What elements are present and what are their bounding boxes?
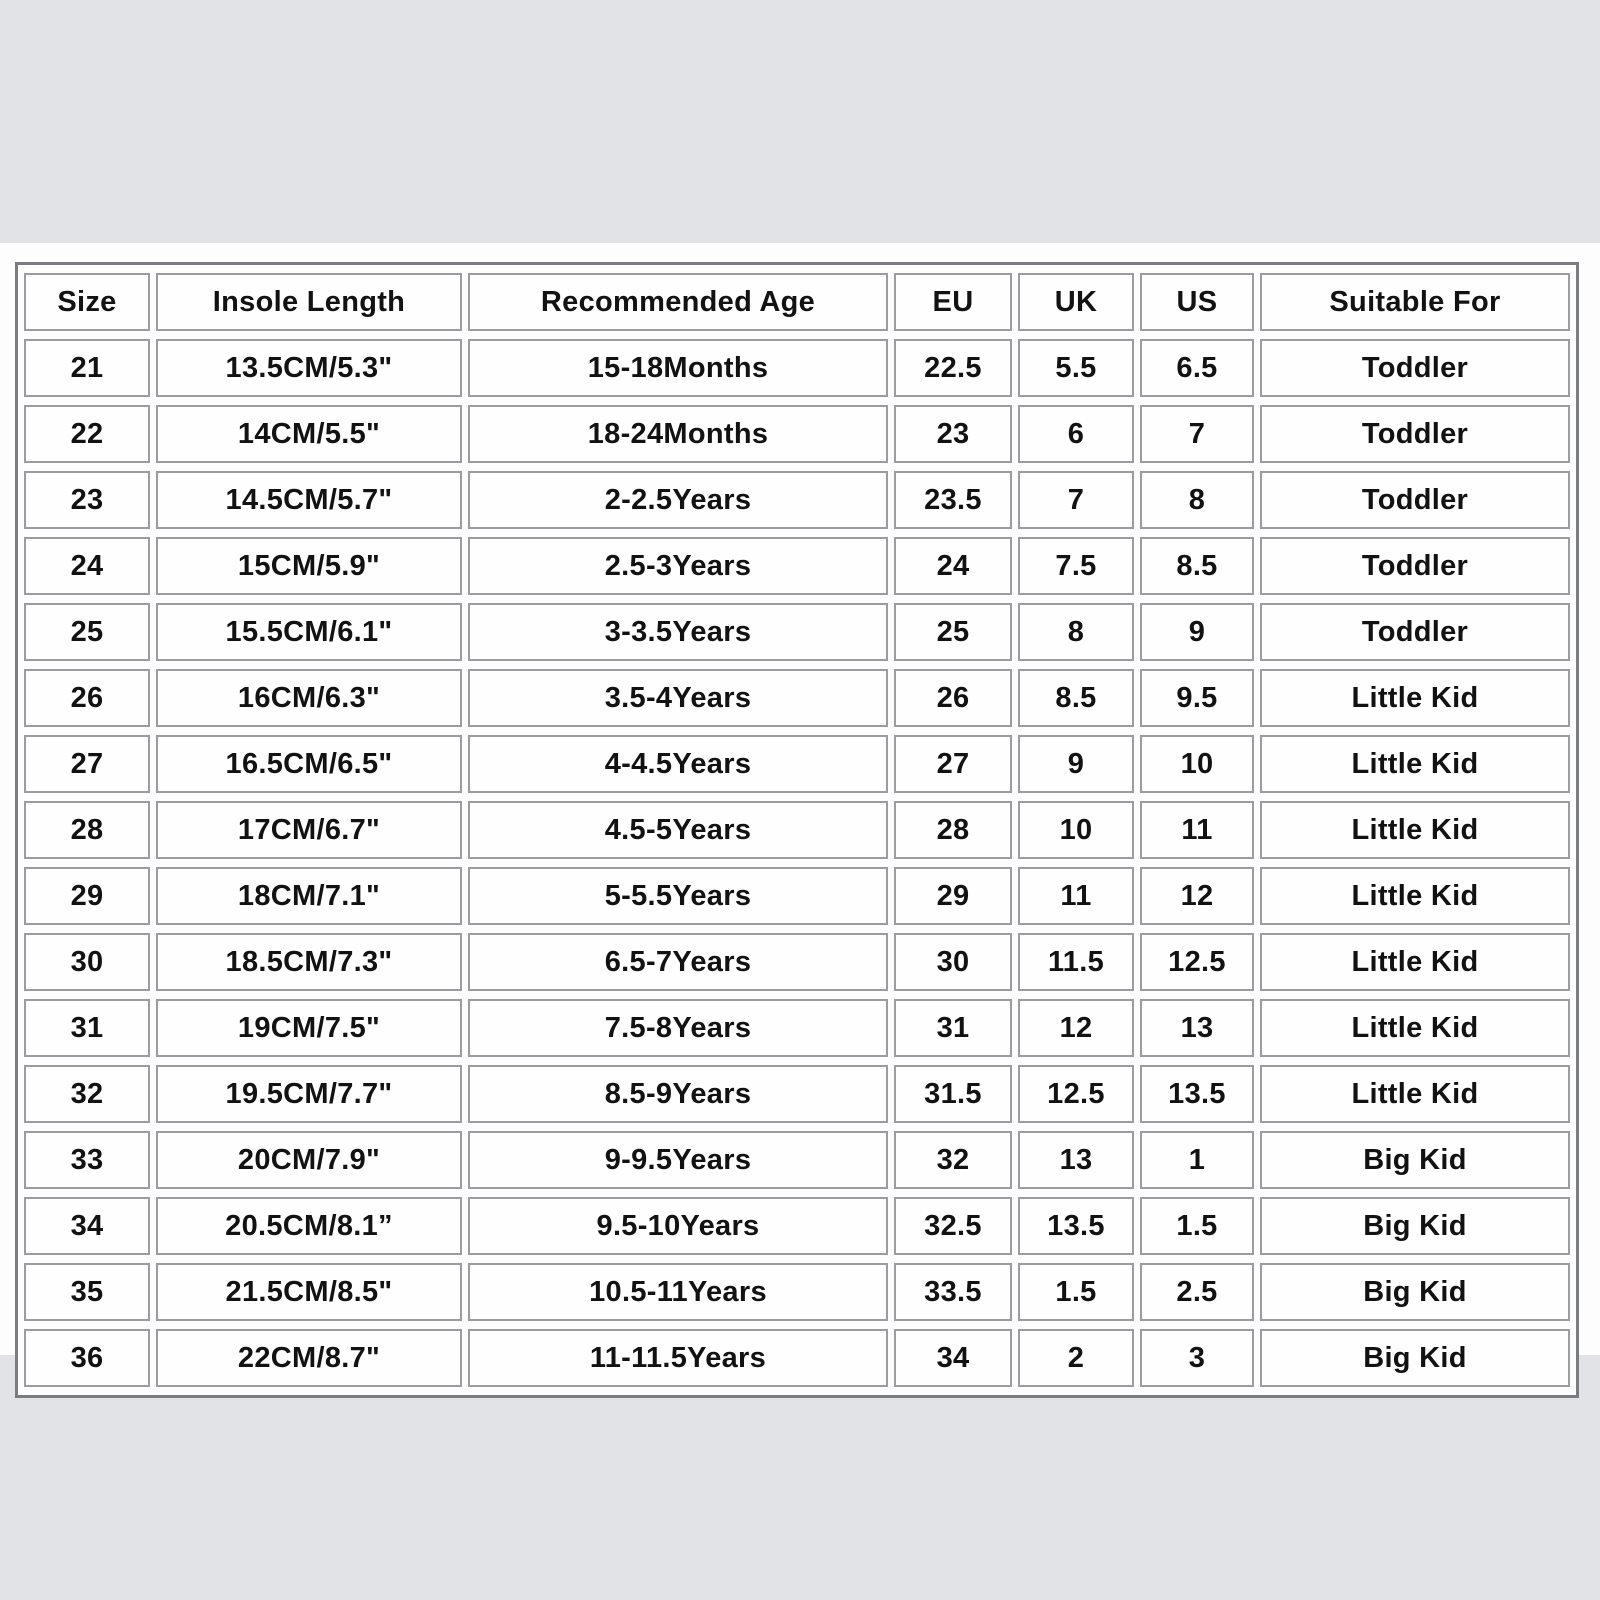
cell-insole-length: 18.5CM/7.3" [156, 933, 462, 991]
cell-insole-length: 22CM/8.7" [156, 1329, 462, 1387]
cell-uk: 7 [1018, 471, 1134, 529]
cell-suitable-for: Toddler [1260, 537, 1570, 595]
cell-uk: 5.5 [1018, 339, 1134, 397]
cell-size: 22 [24, 405, 150, 463]
cell-us: 12.5 [1140, 933, 1254, 991]
cell-eu: 28 [894, 801, 1012, 859]
cell-insole-length: 16CM/6.3" [156, 669, 462, 727]
cell-recommended-age: 6.5-7Years [468, 933, 888, 991]
cell-uk: 8.5 [1018, 669, 1134, 727]
cell-suitable-for: Toddler [1260, 405, 1570, 463]
cell-insole-length: 16.5CM/6.5" [156, 735, 462, 793]
cell-eu: 32.5 [894, 1197, 1012, 1255]
cell-us: 11 [1140, 801, 1254, 859]
cell-us: 1.5 [1140, 1197, 1254, 1255]
cell-uk: 8 [1018, 603, 1134, 661]
cell-size: 28 [24, 801, 150, 859]
size-chart-table [15, 262, 1579, 1398]
cell-uk: 13.5 [1018, 1197, 1134, 1255]
cell-recommended-age: 2-2.5Years [468, 471, 888, 529]
cell-uk: 2 [1018, 1329, 1134, 1387]
cell-eu: 31.5 [894, 1065, 1012, 1123]
cell-size: 31 [24, 999, 150, 1057]
cell-suitable-for: Little Kid [1260, 669, 1570, 727]
table-row [24, 669, 1570, 727]
cell-eu: 30 [894, 933, 1012, 991]
cell-uk: 10 [1018, 801, 1134, 859]
cell-recommended-age: 11-11.5Years [468, 1329, 888, 1387]
column-header-uk: UK [1018, 273, 1134, 331]
cell-suitable-for: Little Kid [1260, 1065, 1570, 1123]
table-row [24, 801, 1570, 859]
cell-recommended-age: 4-4.5Years [468, 735, 888, 793]
cell-size: 26 [24, 669, 150, 727]
column-header-insole-length: Insole Length [156, 273, 462, 331]
cell-eu: 27 [894, 735, 1012, 793]
cell-size: 27 [24, 735, 150, 793]
cell-insole-length: 17CM/6.7" [156, 801, 462, 859]
cell-suitable-for: Big Kid [1260, 1131, 1570, 1189]
table-row [24, 933, 1570, 991]
cell-suitable-for: Little Kid [1260, 801, 1570, 859]
table-row [24, 339, 1570, 397]
cell-recommended-age: 7.5-8Years [468, 999, 888, 1057]
cell-eu: 24 [894, 537, 1012, 595]
cell-size: 32 [24, 1065, 150, 1123]
cell-us: 1 [1140, 1131, 1254, 1189]
table-row [24, 1329, 1570, 1387]
cell-uk: 1.5 [1018, 1263, 1134, 1321]
cell-uk: 7.5 [1018, 537, 1134, 595]
column-header-size: Size [24, 273, 150, 331]
cell-size: 35 [24, 1263, 150, 1321]
cell-recommended-age: 3-3.5Years [468, 603, 888, 661]
cell-size: 21 [24, 339, 150, 397]
table-row [24, 471, 1570, 529]
cell-us: 12 [1140, 867, 1254, 925]
table-row [24, 405, 1570, 463]
cell-us: 6.5 [1140, 339, 1254, 397]
cell-suitable-for: Big Kid [1260, 1263, 1570, 1321]
cell-recommended-age: 8.5-9Years [468, 1065, 888, 1123]
cell-size: 36 [24, 1329, 150, 1387]
table-row [24, 537, 1570, 595]
cell-size: 23 [24, 471, 150, 529]
cell-eu: 29 [894, 867, 1012, 925]
cell-eu: 23.5 [894, 471, 1012, 529]
size-chart-body [24, 339, 1570, 1387]
content-panel [0, 243, 1600, 1374]
cell-us: 10 [1140, 735, 1254, 793]
column-header-us: US [1140, 273, 1254, 331]
cell-recommended-age: 15-18Months [468, 339, 888, 397]
cell-suitable-for: Toddler [1260, 471, 1570, 529]
cell-size: 24 [24, 537, 150, 595]
cell-suitable-for: Little Kid [1260, 867, 1570, 925]
cell-eu: 32 [894, 1131, 1012, 1189]
cell-insole-length: 18CM/7.1" [156, 867, 462, 925]
cell-suitable-for: Little Kid [1260, 933, 1570, 991]
cell-recommended-age: 5-5.5Years [468, 867, 888, 925]
cell-suitable-for: Little Kid [1260, 999, 1570, 1057]
cell-insole-length: 19CM/7.5" [156, 999, 462, 1057]
cell-insole-length: 21.5CM/8.5" [156, 1263, 462, 1321]
column-header-recommended-age: Recommended Age [468, 273, 888, 331]
cell-recommended-age: 10.5-11Years [468, 1263, 888, 1321]
cell-suitable-for: Toddler [1260, 603, 1570, 661]
cell-uk: 12.5 [1018, 1065, 1134, 1123]
column-header-eu: EU [894, 273, 1012, 331]
cell-size: 30 [24, 933, 150, 991]
table-row [24, 1065, 1570, 1123]
table-row [24, 867, 1570, 925]
cell-size: 34 [24, 1197, 150, 1255]
cell-us: 9 [1140, 603, 1254, 661]
cell-eu: 33.5 [894, 1263, 1012, 1321]
cell-uk: 12 [1018, 999, 1134, 1057]
cell-insole-length: 19.5CM/7.7" [156, 1065, 462, 1123]
cell-recommended-age: 9.5-10Years [468, 1197, 888, 1255]
cell-us: 9.5 [1140, 669, 1254, 727]
cell-suitable-for: Little Kid [1260, 735, 1570, 793]
table-row [24, 603, 1570, 661]
table-row [24, 1131, 1570, 1189]
cell-us: 7 [1140, 405, 1254, 463]
table-row [24, 735, 1570, 793]
table-row [24, 1263, 1570, 1321]
cell-insole-length: 14.5CM/5.7" [156, 471, 462, 529]
cell-recommended-age: 4.5-5Years [468, 801, 888, 859]
cell-eu: 34 [894, 1329, 1012, 1387]
cell-us: 2.5 [1140, 1263, 1254, 1321]
cell-recommended-age: 3.5-4Years [468, 669, 888, 727]
cell-eu: 23 [894, 405, 1012, 463]
cell-eu: 25 [894, 603, 1012, 661]
cell-recommended-age: 2.5-3Years [468, 537, 888, 595]
cell-uk: 11 [1018, 867, 1134, 925]
cell-eu: 22.5 [894, 339, 1012, 397]
cell-recommended-age: 9-9.5Years [468, 1131, 888, 1189]
cell-recommended-age: 18-24Months [468, 405, 888, 463]
cell-uk: 11.5 [1018, 933, 1134, 991]
column-header-suitable-for: Suitable For [1260, 273, 1570, 331]
table-row [24, 999, 1570, 1057]
cell-insole-length: 20.5CM/8.1” [156, 1197, 462, 1255]
cell-uk: 9 [1018, 735, 1134, 793]
cell-uk: 6 [1018, 405, 1134, 463]
cell-us: 8 [1140, 471, 1254, 529]
cell-eu: 26 [894, 669, 1012, 727]
cell-suitable-for: Big Kid [1260, 1197, 1570, 1255]
cell-insole-length: 13.5CM/5.3" [156, 339, 462, 397]
cell-size: 33 [24, 1131, 150, 1189]
cell-uk: 13 [1018, 1131, 1134, 1189]
cell-us: 3 [1140, 1329, 1254, 1387]
cell-size: 29 [24, 867, 150, 925]
table-header-row [24, 273, 1570, 331]
cell-suitable-for: Toddler [1260, 339, 1570, 397]
cell-size: 25 [24, 603, 150, 661]
cell-suitable-for: Big Kid [1260, 1329, 1570, 1387]
cell-us: 8.5 [1140, 537, 1254, 595]
cell-insole-length: 20CM/7.9" [156, 1131, 462, 1189]
cell-insole-length: 15.5CM/6.1" [156, 603, 462, 661]
cell-us: 13 [1140, 999, 1254, 1057]
cell-eu: 31 [894, 999, 1012, 1057]
cell-us: 13.5 [1140, 1065, 1254, 1123]
cell-insole-length: 15CM/5.9" [156, 537, 462, 595]
cell-insole-length: 14CM/5.5" [156, 405, 462, 463]
table-row [24, 1197, 1570, 1255]
